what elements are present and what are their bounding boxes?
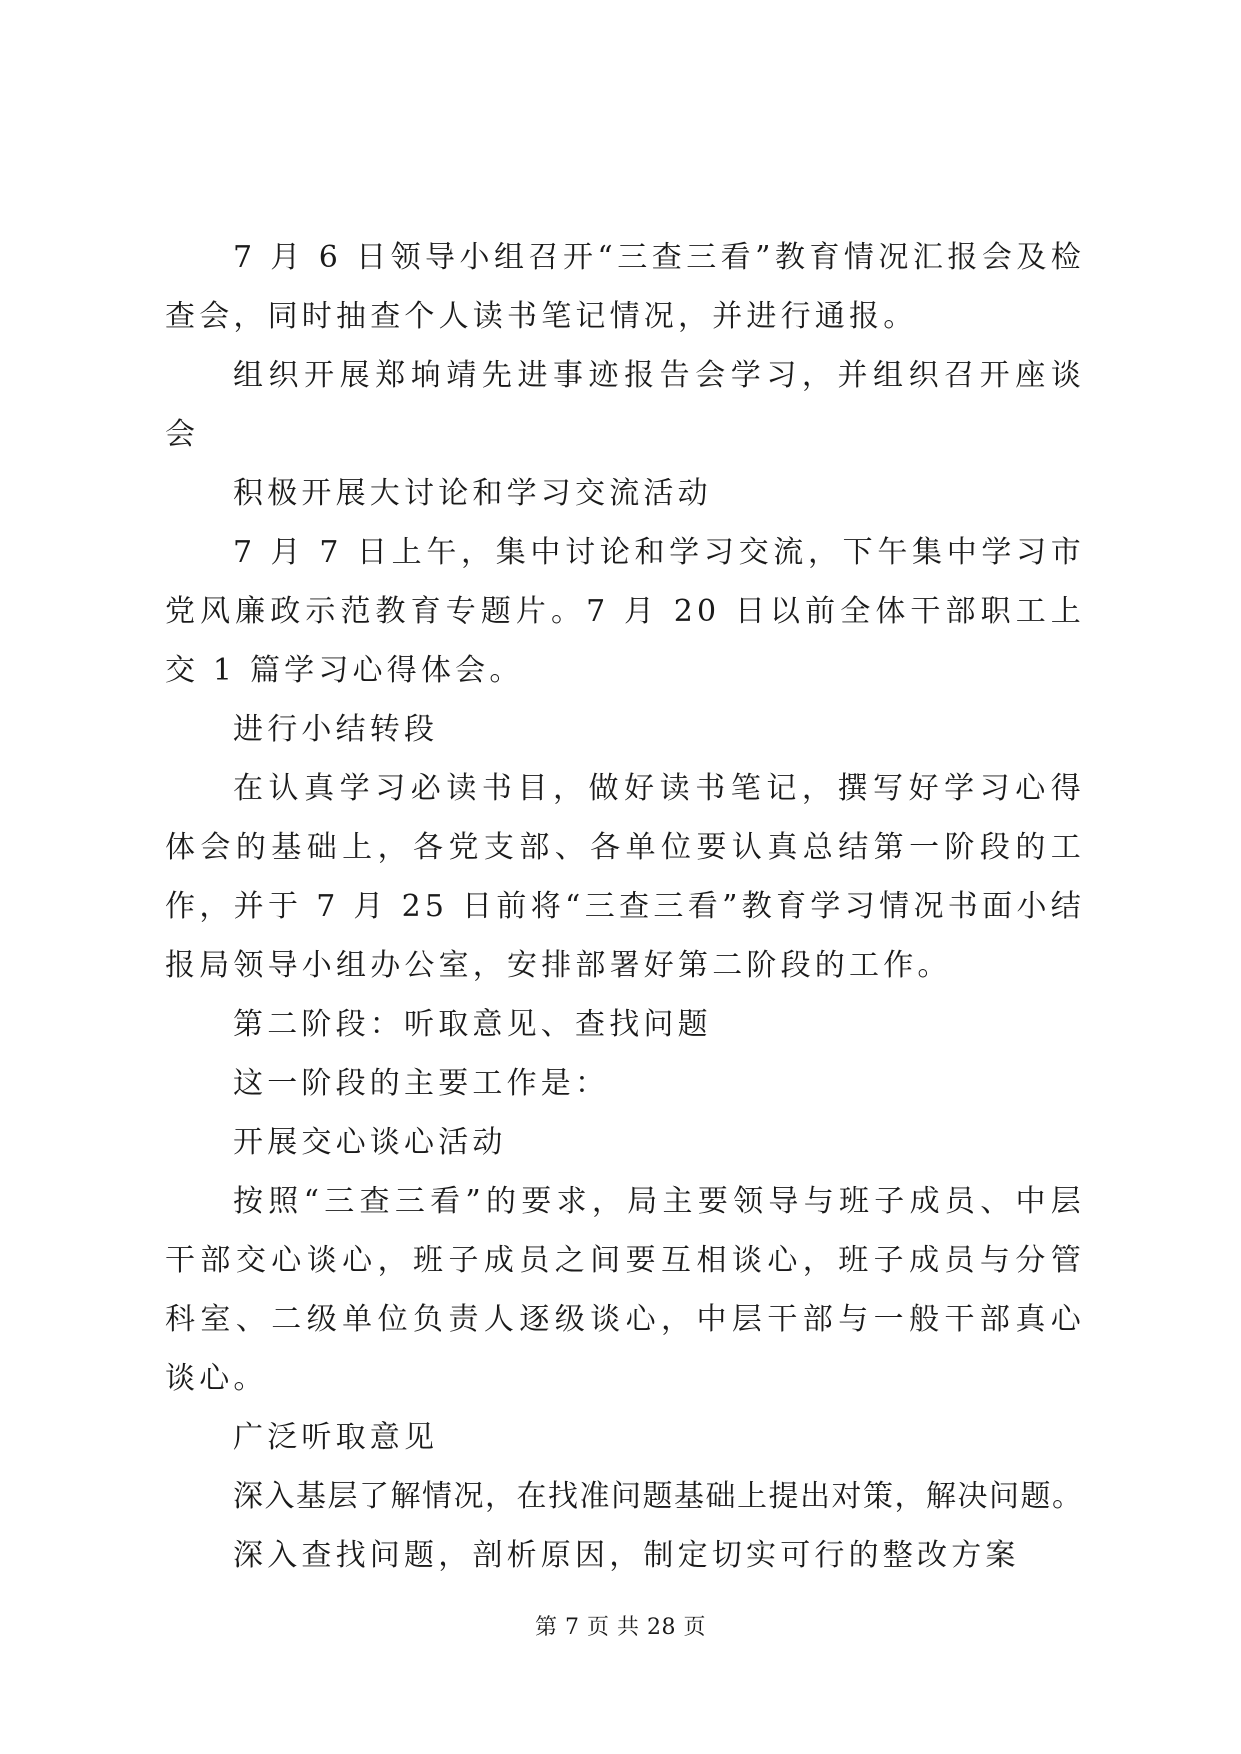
page-number-footer: 第 7 页 共 28 页	[535, 1615, 706, 1640]
paragraph-summary-body: 在认真学习必读书目，做好读书笔记，撰写好学习心得体会的基础上，各党支部、各单位要认真总结第一阶段的工作，并于 7 月 25 日前将“三查三看”教育学习情况书面小结报局领导小组办公室，安排部署好第二阶段的工作。	[165, 771, 1085, 983]
paragraph-july-7: 7 月 7 日上午，集中讨论和学习交流，下午集中学习市党风廉政示范教育专题片。7 月 20 日以前全体干部职工上交 1 篇学习心得体会。	[165, 535, 1085, 688]
paragraph-summary-heading: 进行小结转段	[233, 712, 439, 747]
paragraph-heart-talk-heading: 开展交心谈心活动	[233, 1125, 507, 1160]
paragraph-grassroots: 深入基层了解情况，在找准问题基础上提出对策，解决问题。	[233, 1479, 1084, 1514]
paragraph-opinions-heading: 广泛听取意见	[233, 1420, 439, 1455]
document-body	[165, 228, 1085, 1585]
paragraph-find-problems: 深入查找问题，剖析原因，制定切实可行的整改方案	[233, 1538, 1020, 1573]
paragraph-report-meeting: 7 月 6 日领导小组召开“三查三看”教育情况汇报会及检查会，同时抽查个人读书笔记情况，并进行通报。	[165, 240, 1085, 334]
paragraph-heart-talk-body: 按照“三查三看”的要求，局主要领导与班子成员、中层干部交心谈心，班子成员之间要互相谈心，班子成员与分管科室、二级单位负责人逐级谈心，中层干部与一般干部真心谈心。	[165, 1184, 1085, 1396]
paragraph-study-meeting: 组织开展郑垧靖先进事迹报告会学习，并组织召开座谈会	[165, 358, 1085, 452]
paragraph-stage-two-heading: 第二阶段：听取意见、查找问题	[233, 1007, 712, 1042]
paragraph-discussion-heading: 积极开展大讨论和学习交流活动	[233, 476, 712, 511]
paragraph-main-work-intro: 这一阶段的主要工作是：	[233, 1066, 610, 1101]
